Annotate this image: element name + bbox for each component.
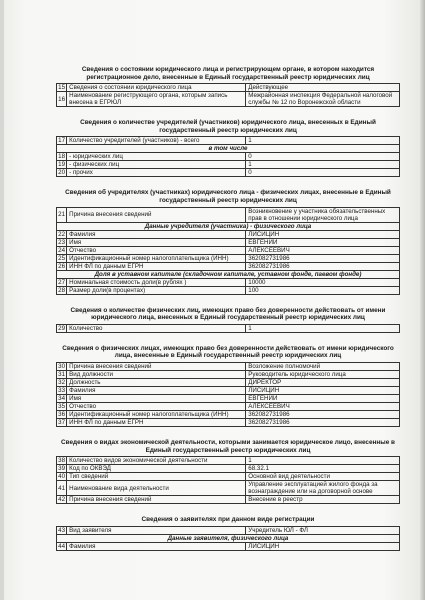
document-content bbox=[56, 66, 400, 551]
table-row: 30 Причина внесения сведений Возложение полномочий bbox=[57, 362, 400, 370]
table-row: 33 Фамилия ЛИСИЦИН bbox=[57, 386, 400, 394]
scan-edge-right bbox=[420, 0, 425, 600]
section-title: Сведения о количестве физических лиц, имеющих право без доверенности действовать от имени юридического лица, внесенных в Единый государственный реестр юридических лиц bbox=[70, 306, 386, 322]
table-row: 19 - физических лиц 1 bbox=[57, 161, 400, 169]
applicants-table bbox=[56, 526, 400, 551]
section-authorized-count bbox=[56, 307, 400, 333]
founders-table bbox=[56, 207, 400, 295]
table-row: 16 Наименование региструющего органа, которым запись внесена в ЕГРЮЛ Межрайонная инспекция Федеральной налоговой службы № 12 по Воронежской области bbox=[57, 92, 400, 107]
section-title: Сведения о количестве учредителей (участников) юридического лица, внесенных в Единый государственный реестр юридических лиц bbox=[80, 119, 376, 134]
table-row: 32 Должность ДИРЕКТОР bbox=[57, 378, 400, 386]
section-founders bbox=[56, 189, 400, 294]
table-row: 15 Сведения о состоянии юридического лица Действующее bbox=[57, 84, 400, 92]
table-row: 39 Код по ОКВЭД 68.32.1 bbox=[57, 465, 400, 473]
table-row: 17 Количество учредителей (участников) - всего 1 bbox=[57, 137, 400, 145]
section-activities bbox=[56, 439, 400, 504]
status-table bbox=[56, 83, 400, 107]
table-row: 35 Отчество АЛЕКСЕЕВИЧ bbox=[57, 402, 400, 410]
table-row: 41 Наименование вида деятельности Управление эксплуатацией жилого фонда за вознаграждение или на договорной основе bbox=[57, 481, 400, 496]
table-row: 20 - прочих 0 bbox=[57, 169, 400, 177]
founders-count-table bbox=[56, 136, 400, 177]
table-row: 29 Количество 1 bbox=[57, 324, 400, 332]
scan-edge-left bbox=[0, 0, 4, 600]
table-row: 26 ИНН ФЛ по данным ЕГРН 362082731986 bbox=[57, 262, 400, 270]
table-row: 18 - юридических лиц 0 bbox=[57, 153, 400, 161]
table-subheader: в том числе bbox=[57, 145, 400, 153]
table-subheader: Доля в уставном капитале (складочном капитале, уставном фонде, паевом фонде) bbox=[57, 270, 400, 278]
table-row: 21 Причина внесения сведений Возникновение у участника обязательственных прав в отношении юридического лица bbox=[57, 207, 400, 222]
table-row: 34 Имя ЕВГЕНИЙ bbox=[57, 394, 400, 402]
section-status bbox=[56, 66, 400, 107]
table-subheader: Данные учредителя (участника) - физического лица bbox=[57, 222, 400, 230]
authorized-persons-table bbox=[56, 362, 400, 427]
table-row: 40 Тип сведений Основной вид деятельности bbox=[57, 473, 400, 481]
table-row: 25 Идентификационный номер налогоплательщика (ИНН) 362082731986 bbox=[57, 254, 400, 262]
table-row: 22 Фамилия ЛИСИЦИН bbox=[57, 230, 400, 238]
table-row: 24 Отчество АЛЕКСЕЕВИЧ bbox=[57, 246, 400, 254]
section-title: Сведения о состоянии юридического лица и регистрирующем органе, в котором находится регистрационное дело, внесенные в Единый государственный реестр юридических лиц bbox=[81, 66, 375, 81]
table-row: 28 Размер доли(в процентах) 100 bbox=[57, 286, 400, 294]
activities-table bbox=[56, 456, 400, 504]
table-row: 37 ИНН ФЛ по данным ЕГРН 362082731986 bbox=[57, 418, 400, 426]
table-subheader: Данные заявителя, физического лица bbox=[57, 534, 400, 542]
table-row: 38 Количество видов экономической деятельности 1 bbox=[57, 457, 400, 465]
authorized-count-table bbox=[56, 324, 400, 333]
section-title: Сведения о заявителях при данном виде регистрации bbox=[141, 516, 315, 524]
table-row: 42 Причина внесения сведений Внесение в реестр bbox=[57, 496, 400, 504]
section-title: Сведения о видах экономической деятельности, которыми занимается юридическое лицо, внесенные в Единый государственный реестр юридических лиц bbox=[61, 438, 395, 454]
table-row: 44 Фамилия ЛИСИЦИН bbox=[57, 542, 400, 550]
section-authorized-persons bbox=[56, 345, 400, 427]
table-row: 31 Вид должности Руководитель юридического лица bbox=[57, 370, 400, 378]
table-row: 27 Номинальная стоимость доли(в рублях ) 10000 bbox=[57, 278, 400, 286]
table-row: 36 Идентификационный номер налогоплательщика (ИНН) 362082731986 bbox=[57, 410, 400, 418]
section-title: Сведения об учредителях (участниках) юридического лица - физических лицах, внесенные в Единый государственный реестр юридических лиц bbox=[65, 189, 391, 204]
section-founders-count bbox=[56, 119, 400, 177]
section-applicants bbox=[56, 516, 400, 551]
table-row: 23 Имя ЕВГЕНИЙ bbox=[57, 238, 400, 246]
section-title: Сведения о физических лицах, имеющих право без доверенности действовать от имени юридического лица, внесенные в Единый государственный реестр юридических лиц bbox=[62, 344, 394, 360]
table-row: 43 Вид заявителя Учредитель ЮЛ - ФЛ bbox=[57, 526, 400, 534]
